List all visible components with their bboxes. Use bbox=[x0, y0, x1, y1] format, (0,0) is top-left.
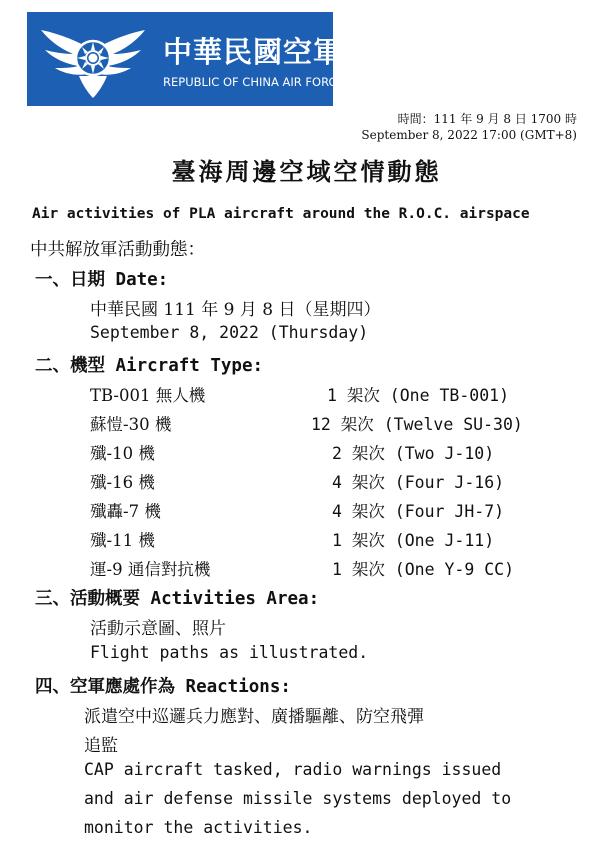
air-force-emblem-icon bbox=[39, 20, 147, 100]
date-zh: 中華民國 111 年 9 月 8 日（星期四） bbox=[90, 300, 381, 320]
aircraft-name: 殲-10 機 bbox=[90, 444, 155, 463]
logo-title-zh: 中華民國空軍 bbox=[163, 35, 344, 69]
section-area-heading bbox=[35, 585, 319, 610]
aircraft-count: 2 架次 (Two J-10) bbox=[332, 444, 495, 463]
section-heading-en: Date: bbox=[105, 270, 169, 290]
aircraft-count: 1 架次 (One J-11) bbox=[332, 531, 495, 550]
section-number: 一、 bbox=[35, 270, 70, 290]
reactions-en-line-3: monitor the activities. bbox=[84, 818, 313, 837]
timestamp-zh: 時間：111 年 9 月 8 日 1700 時 bbox=[397, 112, 577, 126]
date-en: September 8, 2022 (Thursday) bbox=[90, 323, 369, 342]
section-heading-zh: 日期 bbox=[70, 270, 105, 290]
section-heading-zh: 機型 bbox=[70, 356, 105, 376]
reactions-en-line-2: and air defense missile systems deployed to bbox=[84, 789, 512, 808]
section-date-heading bbox=[35, 266, 168, 291]
logo-title-en: REPUBLIC OF CHINA AIR FORCE bbox=[163, 75, 344, 89]
aircraft-name: 蘇愷-30 機 bbox=[90, 415, 172, 434]
section-number: 三、 bbox=[35, 589, 70, 609]
section-number: 四、 bbox=[35, 677, 70, 697]
reactions-zh-line-2: 追監 bbox=[84, 736, 118, 756]
section-heading-zh: 空軍應處作為 bbox=[70, 677, 175, 697]
area-zh: 活動示意圖、照片 bbox=[90, 619, 226, 639]
roc-air-force-logo bbox=[27, 12, 344, 106]
aircraft-name: 殲-16 機 bbox=[90, 473, 155, 492]
page-title: 臺海周邊空域空情動態 bbox=[171, 157, 442, 186]
page-subtitle: Air activities of PLA aircraft around the R.O.C. airspace bbox=[32, 206, 530, 222]
aircraft-count: 4 架次 (Four J-16) bbox=[332, 473, 505, 492]
aircraft-count: 4 架次 (Four JH-7) bbox=[332, 502, 505, 521]
aircraft-name: 殲-11 機 bbox=[90, 531, 155, 550]
reactions-zh-line-1: 派遣空中巡邏兵力應對、廣播驅離、防空飛彈 bbox=[84, 707, 424, 727]
section-heading-en: Reactions: bbox=[175, 677, 291, 697]
aircraft-count: 1 架次 (One TB-001) bbox=[327, 386, 510, 405]
aircraft-name: 運-9 通信對抗機 bbox=[90, 560, 211, 579]
section-aircraft-heading bbox=[35, 352, 263, 377]
section-heading-en: Aircraft Type: bbox=[105, 356, 264, 376]
section-heading-en: Activities Area: bbox=[140, 589, 320, 609]
area-en: Flight paths as illustrated. bbox=[90, 643, 369, 662]
section-heading-zh: 活動概要 bbox=[70, 589, 140, 609]
aircraft-count: 1 架次 (One Y-9 CC) bbox=[332, 560, 515, 579]
section-number: 二、 bbox=[35, 356, 70, 376]
timestamp-en: September 8, 2022 17:00 (GMT+8) bbox=[361, 128, 577, 142]
intro-text: 中共解放軍活動動態： bbox=[30, 240, 205, 260]
reactions-en-line-1: CAP aircraft tasked, radio warnings issued bbox=[84, 760, 502, 779]
aircraft-count: 12 架次 (Twelve SU-30) bbox=[311, 415, 523, 434]
section-reactions-heading bbox=[35, 673, 291, 698]
aircraft-name: TB-001 無人機 bbox=[90, 386, 206, 405]
aircraft-name: 殲轟-7 機 bbox=[90, 502, 161, 521]
